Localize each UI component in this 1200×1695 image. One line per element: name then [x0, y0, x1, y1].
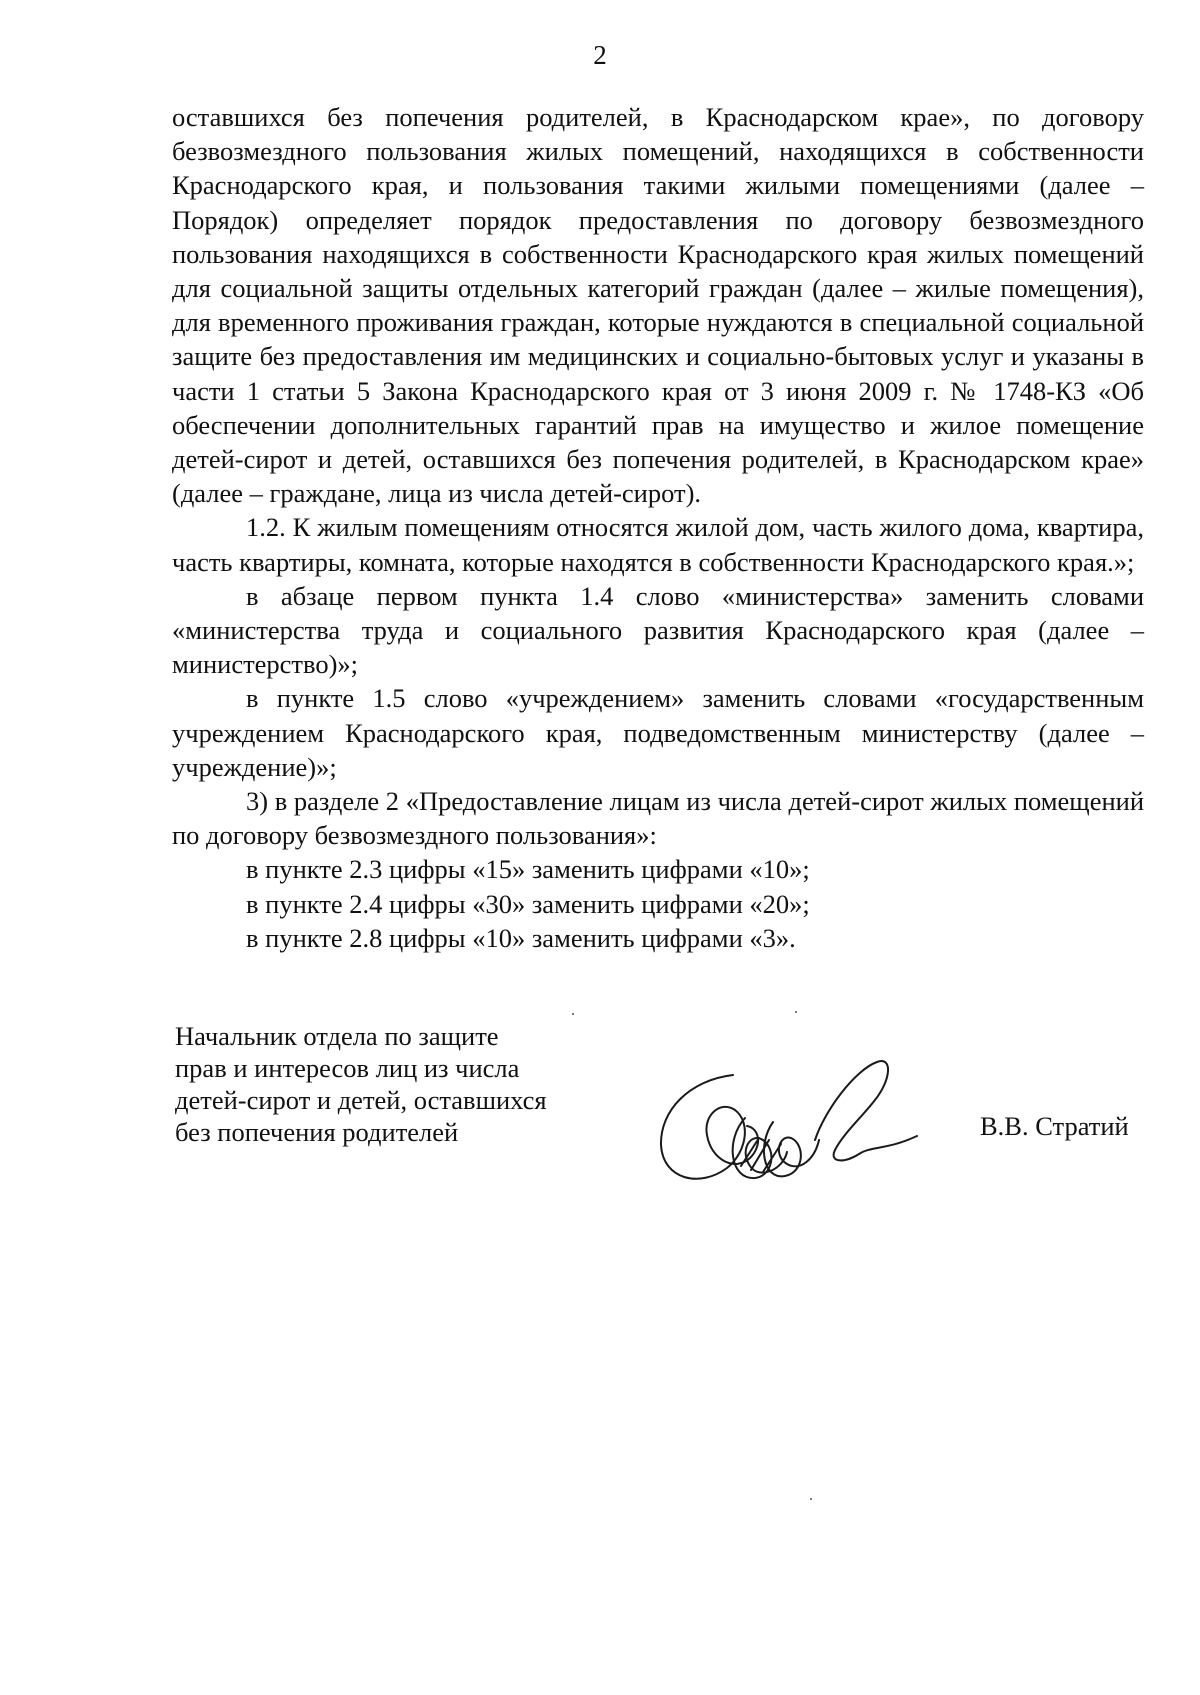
signatory-title [175, 1020, 595, 1148]
paragraph-amend-1-5: в пункте 1.5 слово «учреждением» заменить словами «государственным учреждением Краснодарского края, подведомственным министерству (далее – учреждение)»; [172, 683, 1144, 782]
paragraph-continuation: оставшихся без попечения родителей, в Краснодарском крае», по договору безвозмездного пользования жилых помещений, находящихся в собственности Краснодарского края, и пользования такими жилыми помещениями (далее – Порядок) определяет порядок предоставления по договору безвозмездного пользования находящихся в собственности Краснодарского края жилых помещений для социальной защиты отдельных категорий граждан (далее – жилые помещения), для временного проживания граждан, которые нуждаются в специальной социальной защите без предоставления им медицинских и социально-бытовых услуг и указаны в части 1 статьи 5 Закона Краснодарского края от 3 июня 2009 г. № 1748-КЗ «Об обеспечении дополнительных гарантий прав на имущество и жилое помещение детей-сирот и детей, оставшихся без попечения родителей, в Краснодарском крае» (далее – граждане, лица из числа детей-сирот). [172, 102, 1144, 509]
signer-name: В.В. Стратий [980, 1111, 1129, 1141]
document-body [172, 100, 1144, 955]
signatory-title-line: детей-сирот и детей, оставшихся [175, 1085, 547, 1115]
paragraph-amend-1-4: в абзаце первом пункта 1.4 слово «министерства» заменить словами «министерства труда и социального развития Краснодарского края (далее – министерство)»; [172, 580, 1144, 680]
handwritten-signature [655, 1040, 935, 1200]
scan-speck [795, 1011, 797, 1013]
paragraph-amend-2-3: в пункте 2.3 цифры «15» заменить цифрами «10»; [246, 854, 810, 885]
paragraph-section-2: 3) в разделе 2 «Предоставление лицам из числа детей-сирот жилых помещений по договору безвозмездного пользования»: [172, 786, 1144, 851]
scan-speck [572, 1013, 574, 1015]
scan-speck [810, 1498, 812, 1500]
paragraph-amend-2-4: в пункте 2.4 цифры «30» заменить цифрами «20»; [246, 888, 810, 919]
signatory-title-line: без попечения родителей [175, 1117, 459, 1147]
paragraph-1-2: 1.2. К жилым помещениям относятся жилой дом, часть жилого дома, квартира, часть квартиры, комната, которые находятся в собственности Краснодарского края.»; [172, 512, 1144, 577]
signatory-title-line: Начальник отдела по защите [175, 1021, 499, 1051]
page-number: 2 [593, 40, 607, 70]
paragraph-amend-2-8: в пункте 2.8 цифры «10» заменить цифрами «3». [246, 922, 796, 953]
signatory-title-line: прав и интересов лиц из числа [175, 1053, 520, 1083]
